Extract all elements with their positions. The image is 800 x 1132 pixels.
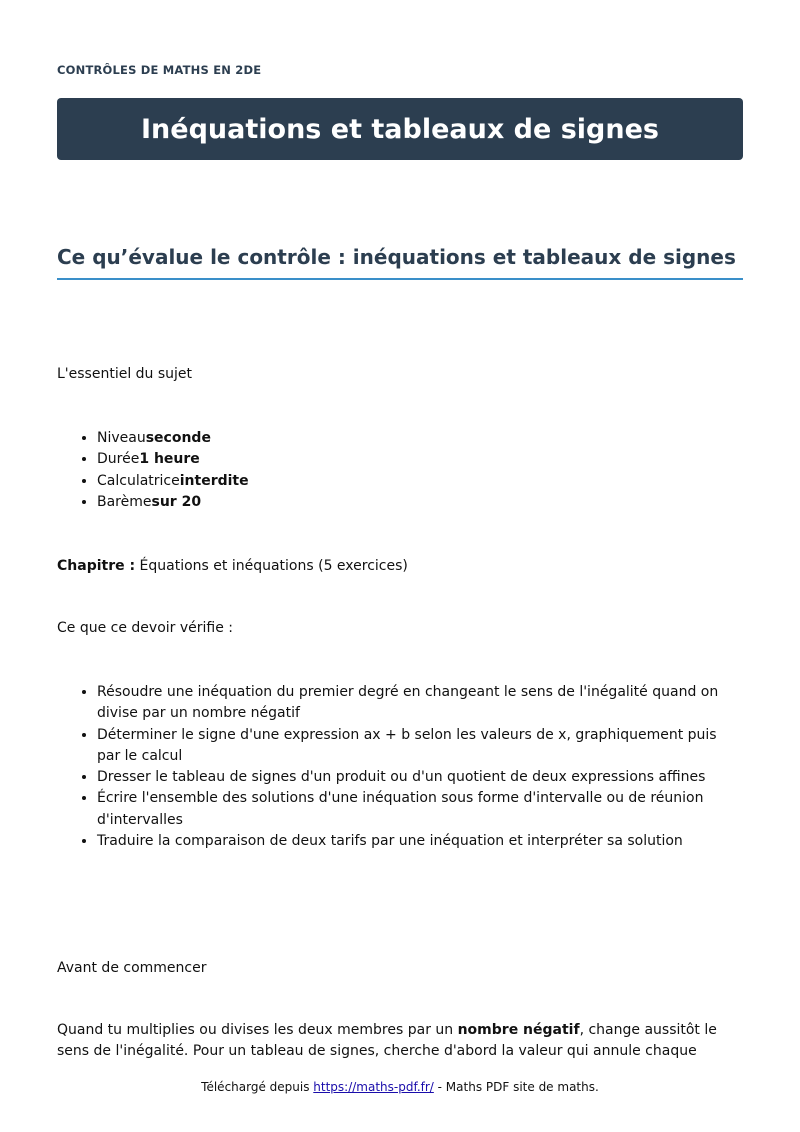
chapitre-value: Équations et inéquations (5 exercices) <box>135 558 408 574</box>
essentiel-heading: L'essentiel du sujet <box>57 366 193 382</box>
avant-heading: Avant de commencer <box>57 960 207 976</box>
avant-text-bold: nombre négatif <box>457 1022 580 1038</box>
verifie-heading: Ce que ce devoir vérifie : <box>57 620 234 636</box>
list-item: • Déterminer le signe d'une expression ax + b selon les valeurs de x, graphiquement puis par le calcul <box>97 725 743 768</box>
item-value: 1 heure <box>139 451 200 468</box>
list-item: • Écrire l'ensemble des solutions d'une inéquation sous forme d'intervalle ou de réunion d'intervalles <box>97 788 743 831</box>
essentiel-list <box>57 428 743 513</box>
title-banner <box>57 98 743 160</box>
list-item <box>97 449 743 470</box>
item-label: Durée <box>97 451 140 468</box>
footer <box>0 1080 800 1094</box>
item-value: seconde <box>145 430 211 446</box>
footer-link[interactable]: https://maths-pdf.fr/ <box>313 1080 434 1094</box>
footer-suffix: - Maths PDF site de maths. <box>433 1080 599 1094</box>
chapitre-label: Chapitre : <box>57 558 136 574</box>
footer-prefix: Téléchargé depuis <box>201 1080 314 1094</box>
item-label: Niveau <box>97 430 146 446</box>
chapitre-line <box>57 556 408 577</box>
list-item <box>97 471 743 492</box>
list-item: • Dresser le tableau de signes d'un produit ou d'un quotient de deux expressions affines <box>97 767 743 788</box>
item-value: sur 20 <box>151 493 202 510</box>
header-kicker: CONTRÔLES DE MATHS EN 2DE <box>57 63 262 77</box>
list-item: • Traduire la comparaison de deux tarifs par une inéquation et interpréter sa solution <box>97 831 743 852</box>
item-value: interdite <box>179 472 249 489</box>
section-title: Ce qu’évalue le contrôle : inéquations et tableaux de signes <box>57 245 743 280</box>
list-item: • Résoudre une inéquation du premier degré en changeant le sens de l'inégalité quand on divise par un nombre négatif <box>97 682 743 725</box>
list-item <box>97 492 743 513</box>
avant-paragraph <box>57 1020 743 1062</box>
avant-text-end: , change aussitôt le sens de l'inégalité. Pour un tableau de signes, cherche d'abord la valeur qui annule chaque <box>57 1022 717 1059</box>
avant-text-start: Quand tu multiplies ou divises les deux membres par un <box>57 1022 458 1038</box>
page-title: Inéquations et tableaux de signes <box>141 113 659 145</box>
item-label: Calculatrice <box>97 472 180 489</box>
verifie-list <box>57 682 743 852</box>
list-item <box>97 428 743 449</box>
item-label: Barème <box>97 493 152 510</box>
